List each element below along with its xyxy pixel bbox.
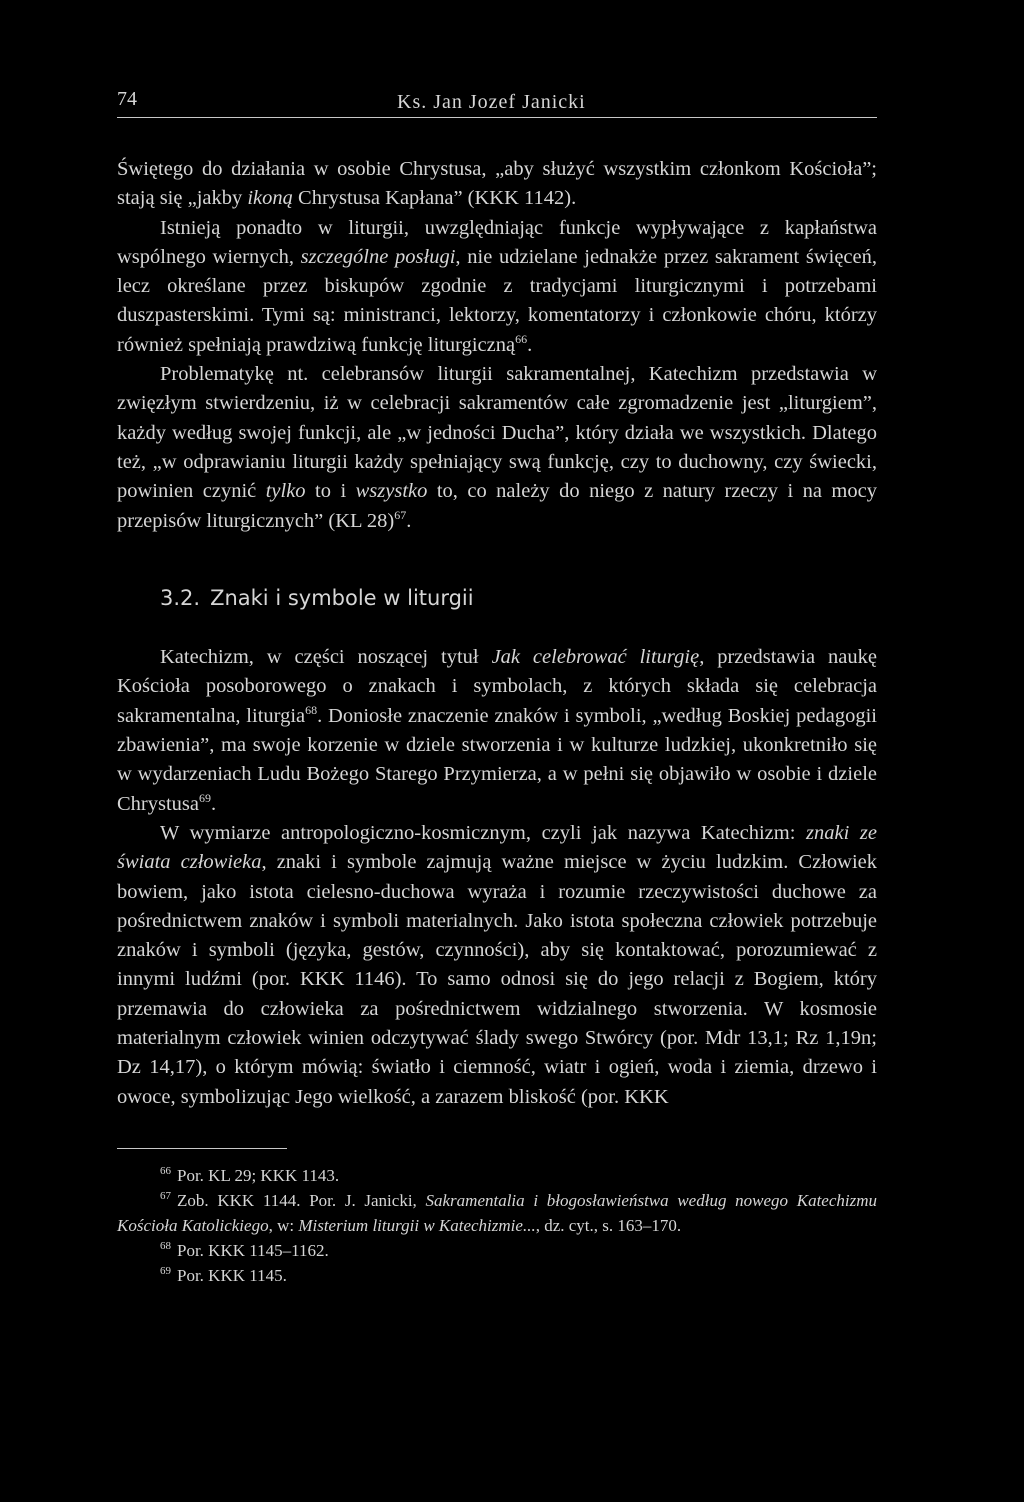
text-span: Katechizm, w części noszącej tytuł <box>160 646 492 669</box>
page-number: 74 <box>117 88 137 110</box>
text-span: Problematykę nt. celebransów liturgii sakramentalnej, Katechizm przedstawia w zwięzłym stwierdzeniu, iż w celebracji sakramentów całe zgromadzenie jest „liturgiem”, każdy według swojej funkcji, ale „w jedności Ducha”, który działa we wszystkich. Dlatego też, „w odprawianiu liturgii każdy spełniający swą funkcję, czy to duchowny, czy świecki, powinien czynić <box>117 363 877 503</box>
italic-text: szczególne posługi <box>300 245 456 268</box>
footnote-ref: 69 <box>199 790 211 805</box>
footnote-number: 67 <box>160 1190 171 1203</box>
footnote-number: 69 <box>160 1265 171 1278</box>
header-rule <box>117 117 877 118</box>
section-heading <box>160 584 877 613</box>
footnote-66 <box>117 1163 877 1188</box>
paragraph-3 <box>117 360 877 536</box>
footnote-ref: 68 <box>305 702 318 717</box>
footnote-text: , dz. cyt., s. 163–170. <box>535 1215 682 1235</box>
footnote-ref: 67 <box>394 507 407 522</box>
paragraph-1 <box>117 155 877 214</box>
text-span: , znaki i symbole zajmują ważne miejsce w życiu ludzkim. Człowiek bowiem, jako istota cielesno-duchowa wyraża i rozumie rzeczywistości duchowe za pośrednictwem znaków i symboli materialnych. Jako istota społeczna człowiek potrzebuje znaków i symboli (języka, gestów, czynności), aby się kontaktować, porozumiewać z innymi ludźmi (por. KKK 1146). To samo odnosi się do jego relacji z Bogiem, który przemawia do człowieka za pośrednictwem widzialnego stworzenia. W kosmosie materialnym człowiek winien odczytywać ślady swego Stwórcy (por. Mdr 13,1; Rz 1,19n; Dz 14,17), o którym mówią: światło i ciemność, wiatr i ogień, woda i ziemia, drzewo i owoce, symbolizując Jego wielkość, a zarazem bliskość (por. KKK <box>117 851 877 1108</box>
footnote-text: Por. KL 29; KKK 1143. <box>177 1165 340 1185</box>
footnote-text: Por. KKK 1145. <box>177 1265 287 1285</box>
italic-text: wszystko <box>355 480 428 503</box>
section-paragraph-2 <box>117 819 877 1112</box>
text-span: Istnieją ponadto w liturgii, uwzględniając funkcje wypływające z kapłaństwa wspólnego wiernych, <box>117 216 877 268</box>
footnote-text: , w: <box>268 1215 299 1235</box>
footnote-text: Zob. KKK 1144. Por. J. Janicki, <box>177 1190 426 1210</box>
footnote-number: 66 <box>160 1165 171 1178</box>
italic-text: znaki ze świata człowieka <box>117 821 877 874</box>
italic-text: tylko <box>265 480 306 503</box>
section-title: Znaki i symbole w liturgii <box>210 585 474 610</box>
text-span: to i <box>305 480 356 503</box>
running-title: Ks. Jan Jozef Janicki <box>397 91 586 113</box>
section-paragraph-1 <box>117 643 877 819</box>
footnote-rule <box>117 1148 287 1149</box>
page-header <box>117 88 877 116</box>
text-span: W wymiarze antropologiczno-kosmicznym, czyli jak nazywa Katechizm: <box>160 821 807 844</box>
text-span: Chrystusa Kapłana” (KKK 1142). <box>292 187 577 210</box>
italic-text: Sakramentalia i błogosławieństwa według nowego Katechizmu Kościoła Katolickiego <box>117 1190 877 1235</box>
text-span: . Doniosłe znaczenie znaków i symboli, „według Boskiej pedagogii zbawienia”, ma swoje korzenie w dziele stworzenia i w kulturze ludzkiej, ukonkretniło się w wydarzeniach Ludu Bożego Starego Przymierza, a w pełni się objawiło w osobie i dziele Chrystusa <box>117 704 877 815</box>
footnote-number: 68 <box>160 1240 171 1253</box>
page-body <box>117 155 877 1288</box>
footnote-68 <box>117 1238 877 1263</box>
footnote-ref: 66 <box>515 331 528 346</box>
text-span: . <box>406 509 412 532</box>
italic-text: ikoną <box>247 187 293 210</box>
section-number: 3.2. <box>160 585 201 610</box>
text-span: , nie udzielane jednakże przez sakrament święceń, lecz określane przez biskupów zgodnie z tradycjami liturgicznymi i potrzebami duszpasterskimi. Tymi są: ministranci, lektorzy, komentatorzy i członkowie chóru, którzy również spełniają prawdziwą funkcję liturgiczną <box>117 245 878 356</box>
footnote-67 <box>117 1188 877 1238</box>
italic-text: Jak celebrować liturgię <box>491 646 700 669</box>
text-span: Świętego do działania w osobie Chrystusa, „aby służyć wszystkim członkom Kościoła”; stają się „jakby <box>117 158 877 210</box>
footnotes <box>117 1163 877 1288</box>
paragraph-2 <box>117 214 877 360</box>
text-span: to, co należy do niego z natury rzeczy i na mocy przepisów liturgicznych” (KL 28) <box>117 480 877 532</box>
text-span: , przedstawia naukę Kościoła posoborowego o znakach i symbolach, z których składa się celebracja sakramentalna, liturgia <box>117 646 877 727</box>
text-span: . <box>527 333 533 356</box>
text-span: . <box>211 792 217 815</box>
footnote-69 <box>117 1263 877 1288</box>
footnote-text: Por. KKK 1145–1162. <box>177 1240 329 1260</box>
italic-text: Misterium liturgii w Katechizmie... <box>298 1215 536 1235</box>
